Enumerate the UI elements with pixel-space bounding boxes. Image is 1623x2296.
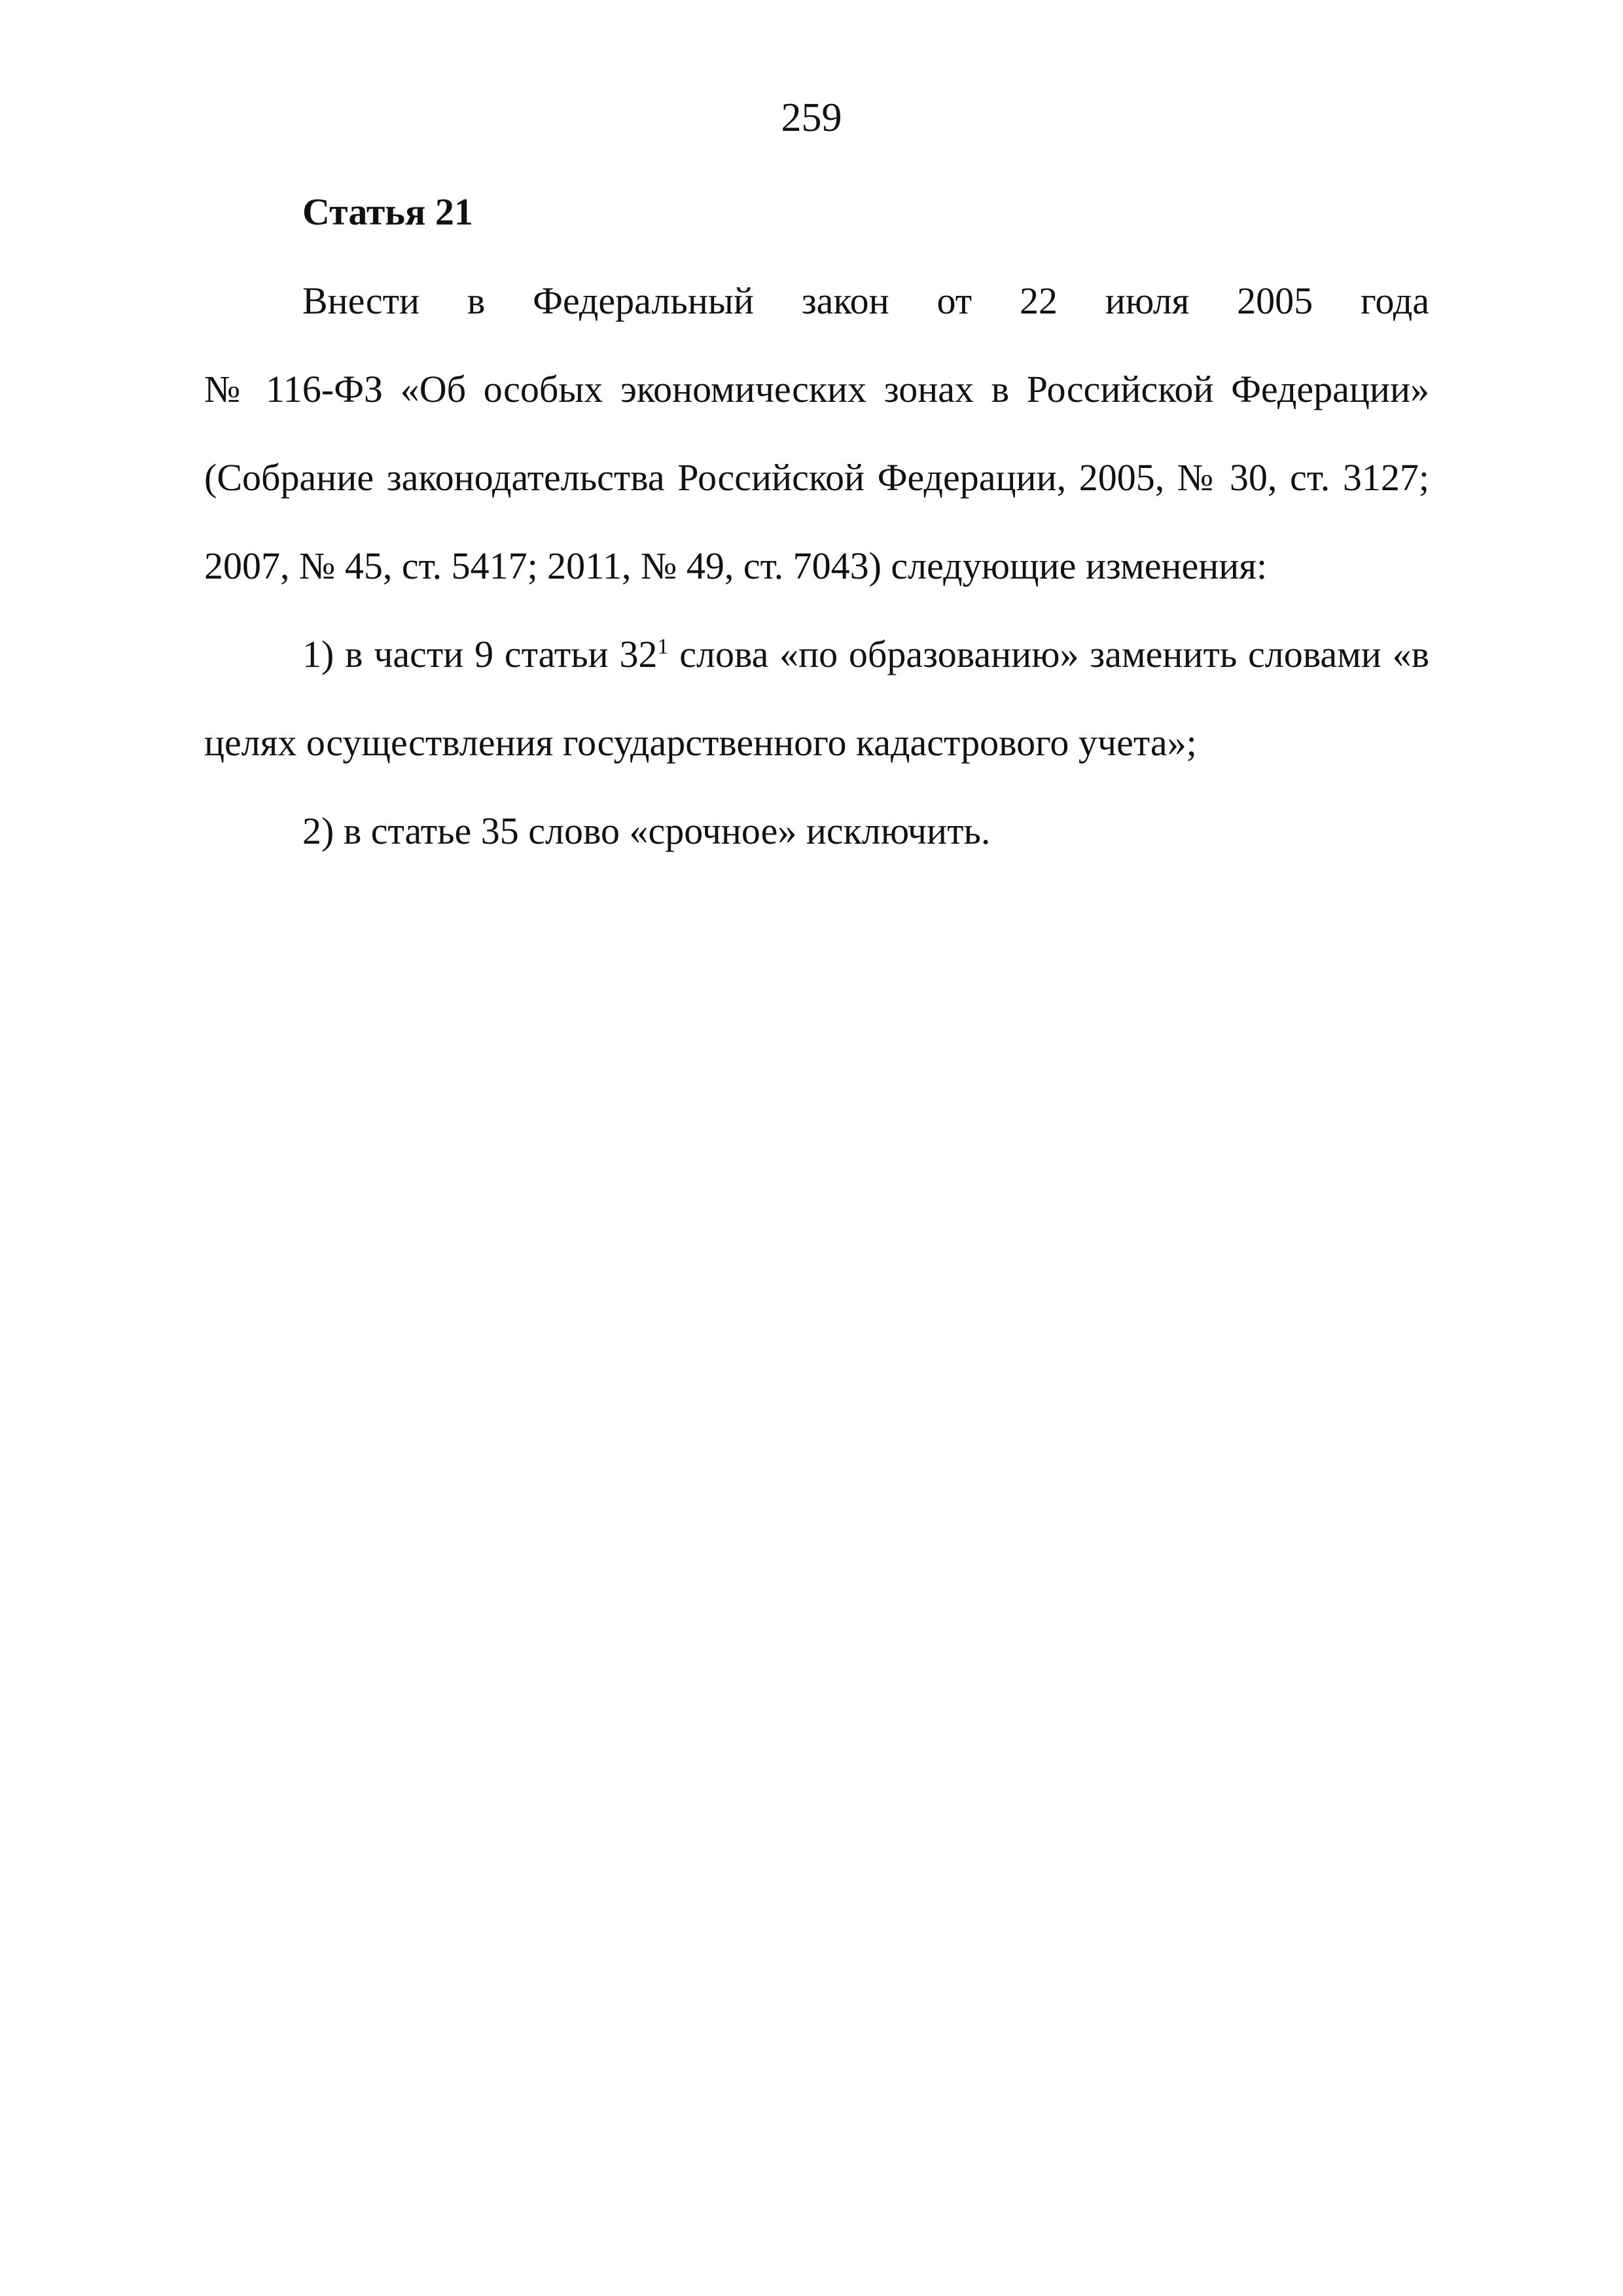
intro-word: в	[467, 279, 486, 322]
superscript-index: 1	[657, 634, 669, 659]
article-heading: Статья 21	[302, 190, 473, 233]
item-2-line: 2) в статье 35 слово «срочное» исключить.	[302, 810, 991, 852]
intro-line-3: (Собрание законодательства Российской Федерации, 2005, № 30, ст. 3127;	[204, 456, 1429, 499]
intro-word: Федеральный	[533, 279, 754, 322]
item-1-line-1	[302, 628, 1429, 681]
intro-word: от	[936, 279, 972, 322]
intro-word: Внести	[302, 279, 420, 322]
intro-word: 2005	[1237, 279, 1313, 322]
item-1-line-2: целях осуществления государственного кадастрового учета»;	[204, 721, 1197, 764]
intro-word: года	[1361, 279, 1429, 322]
item-1-text-b: слова «по образованию» заменить словами «в	[668, 633, 1429, 675]
intro-word: закон	[801, 279, 889, 322]
page-number: 259	[781, 96, 842, 140]
intro-line-2: № 116-ФЗ «Об особых экономических зонах в Российской Федерации»	[204, 368, 1429, 410]
item-1-text-a: 1) в части 9 статьи 32	[302, 633, 658, 675]
intro-word: 22	[1019, 279, 1058, 322]
intro-line-1	[302, 275, 1429, 327]
intro-word: июля	[1105, 279, 1190, 322]
intro-line-4: 2007, № 45, ст. 5417; 2011, № 49, ст. 7043) следующие изменения:	[204, 545, 1268, 587]
